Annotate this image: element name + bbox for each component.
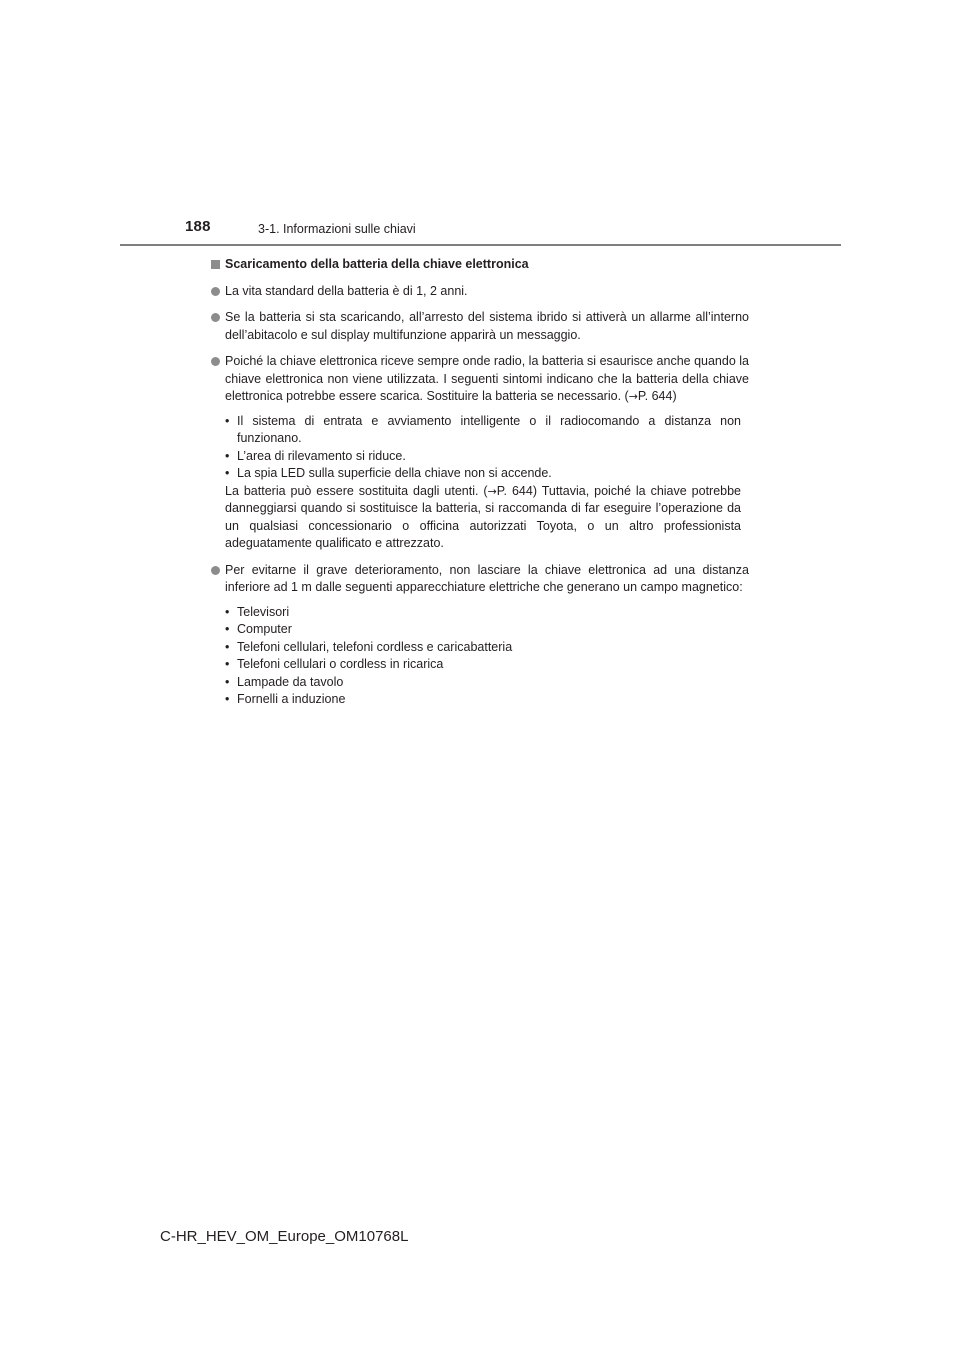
page-reference-link[interactable]: P. 644 <box>637 389 673 403</box>
page-reference-link[interactable]: P. 644 <box>496 483 533 498</box>
list-item <box>225 413 741 448</box>
dot-icon <box>211 566 220 575</box>
list-item <box>225 691 741 709</box>
item-text <box>225 353 749 406</box>
footer-doc-code: C-HR_HEV_OM_Europe_OM10768L <box>160 1228 409 1245</box>
bullet-mark: • <box>225 674 230 689</box>
subheading-text: Scaricamento della batteria della chiave elettronica <box>225 257 529 271</box>
bullet-text: Computer <box>237 622 292 636</box>
subheading <box>211 256 749 274</box>
item-text: La vita standard della batteria è di 1, 2 anni. <box>225 283 468 298</box>
list-item <box>225 639 741 657</box>
bullet-text: La spia LED sulla superficie della chiave non si accende. <box>237 466 552 480</box>
list-item <box>225 448 741 466</box>
bullet-mark: • <box>225 692 230 706</box>
item-body <box>225 353 749 553</box>
bullet-mark: • <box>225 448 230 463</box>
list-item <box>225 656 741 674</box>
bullet-text: Televisori <box>237 604 290 619</box>
bullet-mark: • <box>225 413 230 428</box>
bullet-text: Lampade da tavolo <box>237 674 344 689</box>
note-after-ref: ) Tuttavia, poiché la chiave potrebbe danneggiarsi quando si sostituisce la batteria, si raccomanda di far eseguire l’operazione da un qualsiasi concessionario o officina autorizzati Toyota, o un altro professionista adeguatamente qualificato e attrezzato. <box>225 483 742 550</box>
bullet-mark: • <box>225 639 230 654</box>
content <box>211 256 749 718</box>
bullet-mark: • <box>225 622 230 636</box>
arrow-right-icon: → <box>487 484 497 498</box>
list-item <box>225 465 741 483</box>
list-item-battery-drain <box>211 353 749 553</box>
text-before-ref: Poiché la chiave elettronica riceve sempre onde radio, la batteria si esaurisce anche quando la chiave elettronica non viene utilizzata. I seguenti sintomi indicano che la batteria della chiave elettronica potrebbe essere scarica. Sostituire la batteria se necessario. ( <box>225 354 749 403</box>
page-number: 188 <box>185 218 211 235</box>
note-before-ref: La batteria può essere sostituita dagli utenti. ( <box>225 483 488 498</box>
bullet-mark: • <box>225 466 230 480</box>
list-item <box>225 674 741 692</box>
dot-icon <box>211 313 220 322</box>
replacement-note <box>225 483 749 553</box>
bullet-mark: • <box>225 604 230 619</box>
list-item-low-battery-alarm <box>211 309 749 344</box>
item-text: Se la batteria si sta scaricando, all’arresto del sistema ibrido si attiverà un allarme all’interno dell’abitacolo e sul display multifunzione apparirà un messaggio. <box>225 310 749 342</box>
section-title: 3-1. Informazioni sulle chiavi <box>258 222 416 236</box>
dot-icon <box>211 287 220 296</box>
list-item <box>225 604 741 622</box>
header-rule <box>120 244 841 246</box>
square-icon <box>211 260 220 269</box>
bullet-mark: • <box>225 657 230 671</box>
text-after-ref: ) <box>672 389 677 403</box>
bullet-text: L’area di rilevamento si riduce. <box>237 448 406 463</box>
symptom-list <box>225 413 749 483</box>
bullet-text: Fornelli a induzione <box>237 692 346 706</box>
item-text: Per evitarne il grave deterioramento, non lasciare la chiave elettronica ad una distanza inferiore ad 1 m dalle seguenti apparecchiature elettriche che generano un campo magnetico: <box>225 562 749 594</box>
list-item-magnetic-field <box>211 562 749 709</box>
bullet-text: Telefoni cellulari, telefoni cordless e caricabatteria <box>237 639 513 654</box>
appliance-list <box>225 604 749 709</box>
bullet-text: Il sistema di entrata e avviamento intelligente o il radiocomando a distanza non funzionano. <box>237 413 741 445</box>
list-item-battery-life <box>211 283 749 301</box>
bullet-text: Telefoni cellulari o cordless in ricarica <box>237 657 444 671</box>
arrow-right-icon: → <box>628 390 638 403</box>
list-item <box>225 621 741 639</box>
dot-icon <box>211 357 220 366</box>
item-body <box>225 562 749 709</box>
